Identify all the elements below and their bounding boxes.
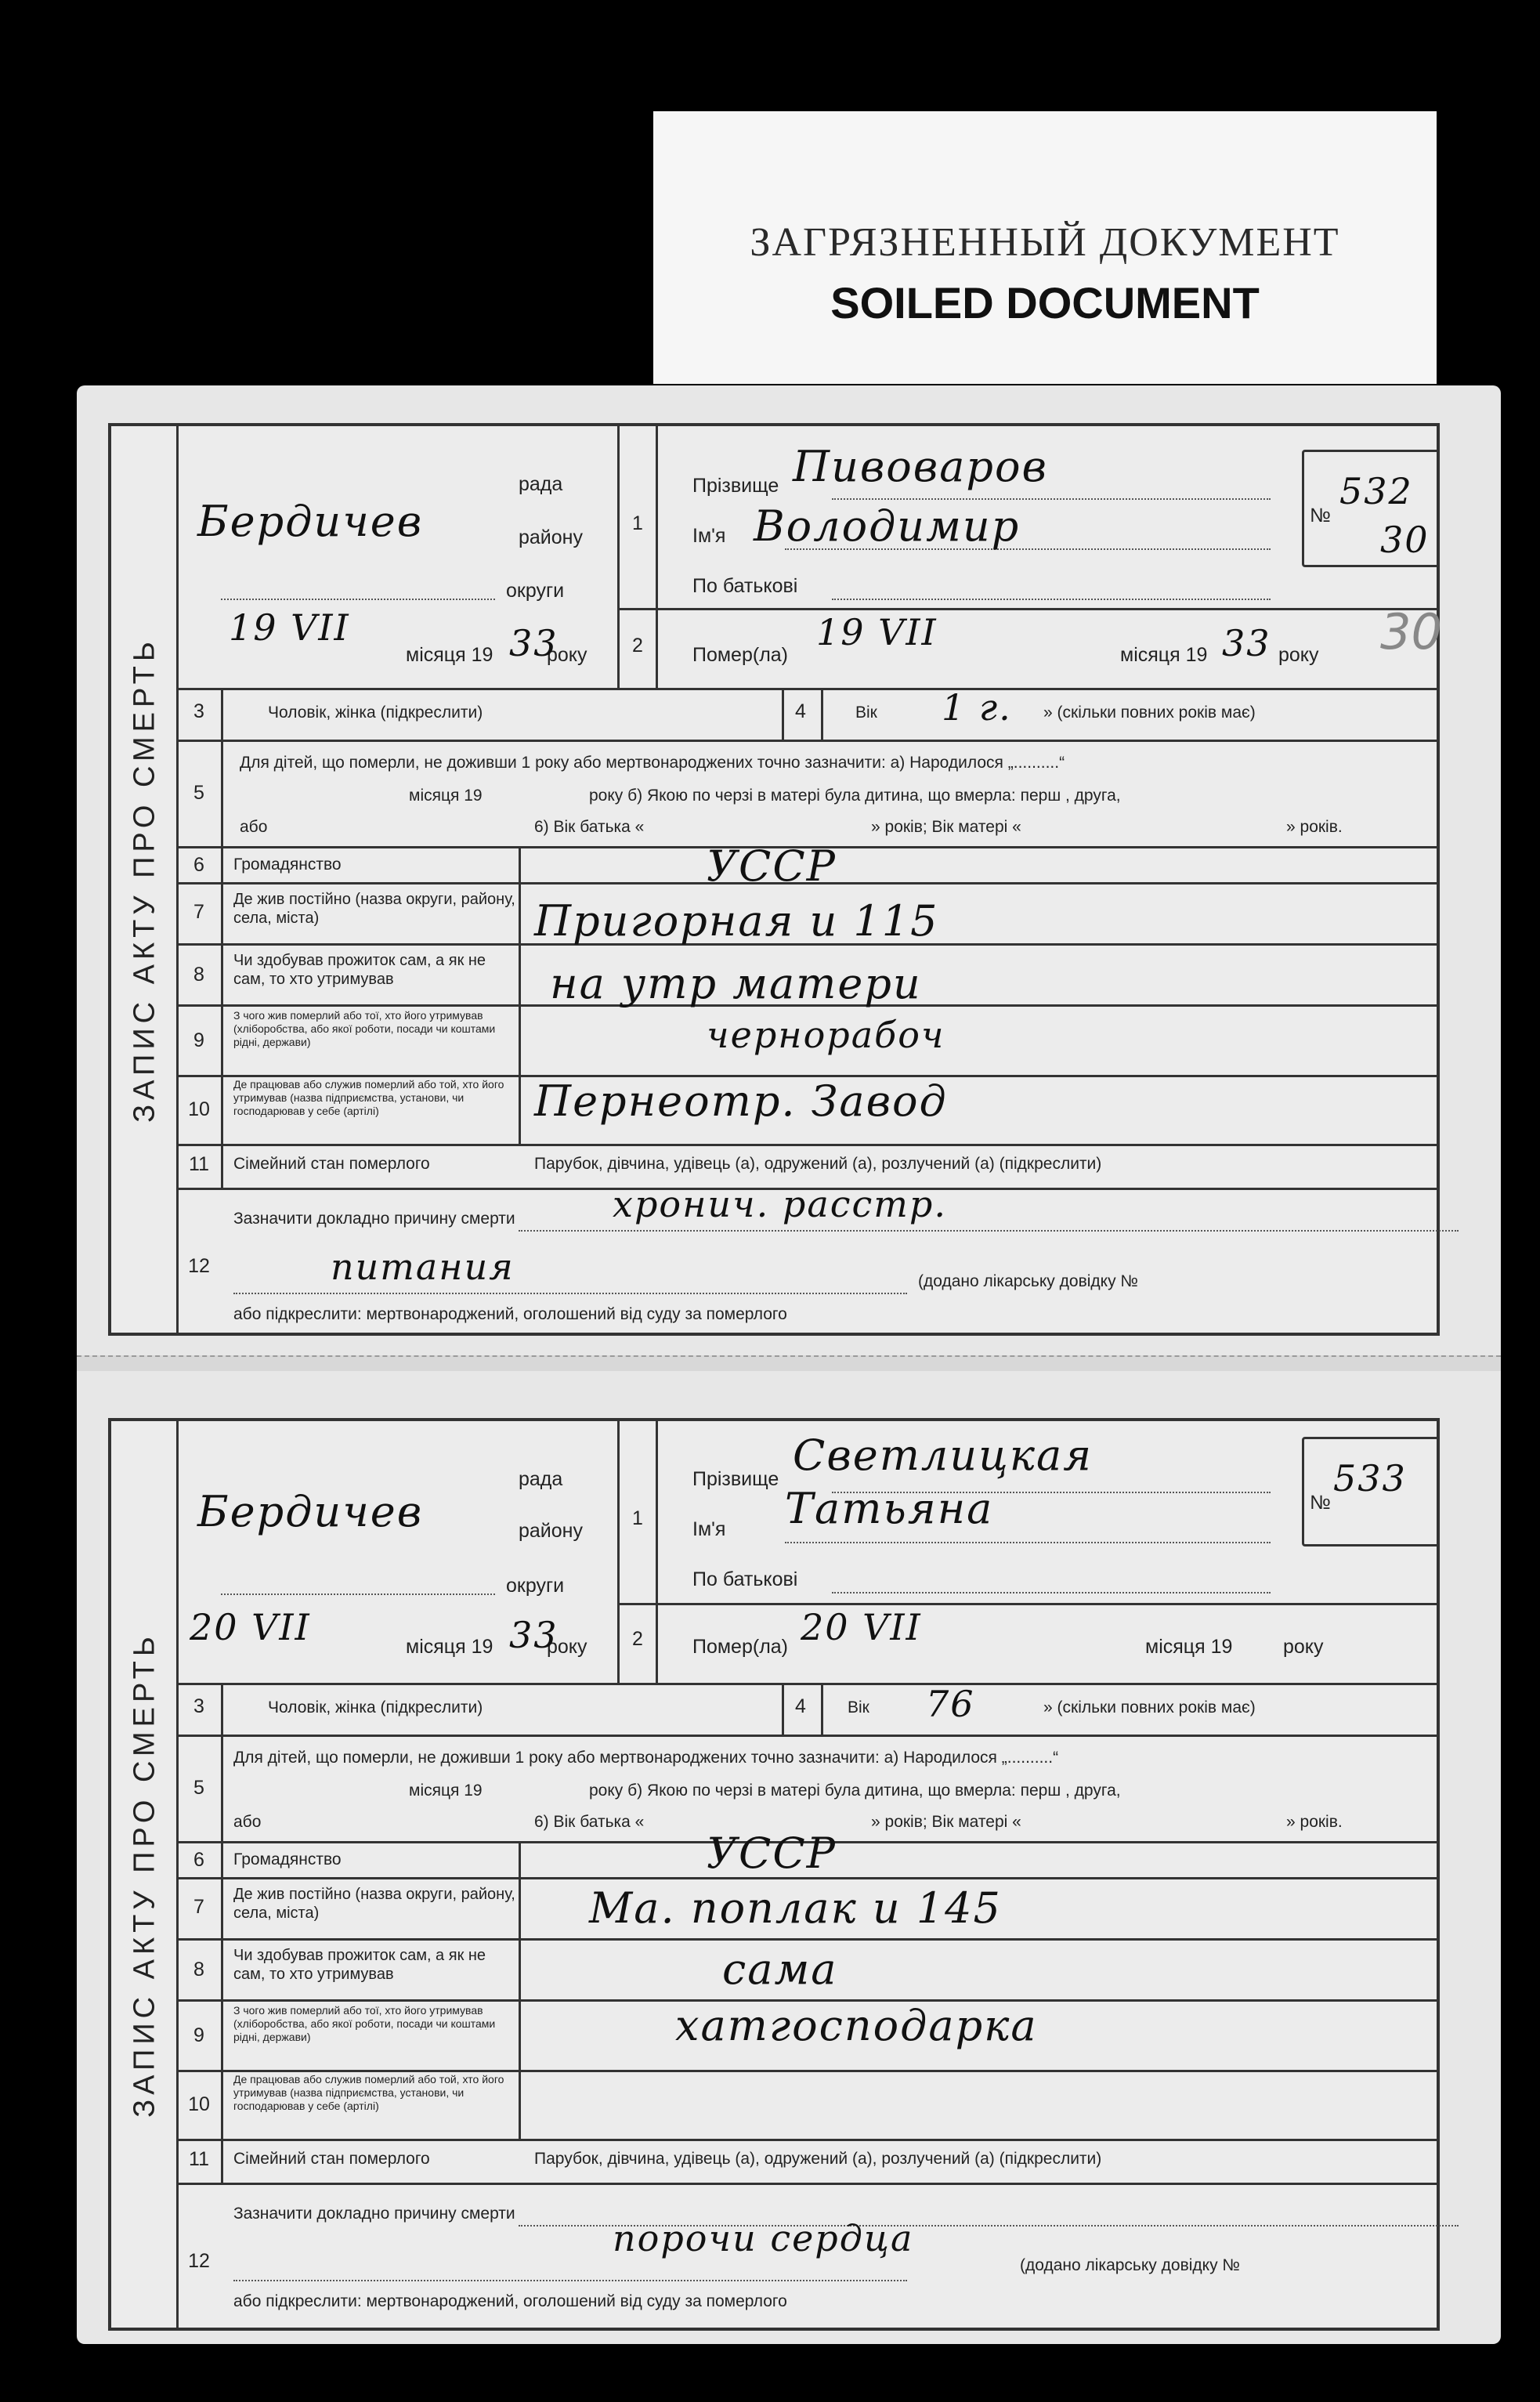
- hw-support: сама: [722, 1944, 838, 1994]
- row-number: 5: [193, 1777, 204, 1799]
- hw-address: Ма. поплак и 145: [589, 1883, 1002, 1933]
- label-year: року: [547, 644, 587, 666]
- label-died: Помер(ла): [692, 1636, 789, 1658]
- row-number: 9: [193, 1029, 204, 1051]
- row-number: 11: [189, 2148, 209, 2170]
- label-raionu: району: [519, 1520, 583, 1542]
- hw-surname: Пивоваров: [793, 442, 1048, 491]
- label-workplace: Де працював або служив померлий або той, хто його утримував (назва підприємства, установи, чи господарював у себе (артілі): [233, 1078, 504, 1117]
- row-number: 4: [795, 700, 806, 722]
- hw-year-died: 33: [1222, 622, 1271, 664]
- label-support: Чи здобував прожиток сам, а як не сам, то хто утримував: [233, 1947, 486, 1983]
- pencil-annotation: 30: [1380, 603, 1442, 660]
- hw-date-left: 19 VII: [229, 606, 350, 649]
- stamp-ru: ЗАГРЯЗНЕННЫЙ ДОКУМЕНТ: [750, 220, 1340, 265]
- hw-rada: Бердичев: [197, 1487, 424, 1536]
- spine-title: ЗАПИС АКТУ ПРО СМЕРТЬ: [128, 636, 161, 1123]
- hw-number: 532: [1339, 470, 1413, 512]
- label-years: » років.: [1286, 818, 1343, 836]
- label-month: місяця 19: [406, 1636, 493, 1658]
- death-record-1: [108, 423, 1440, 1336]
- label-citizenship: Громадянство: [233, 1850, 342, 1868]
- label-residence: Де жив постійно (назва округи, району, села, міста): [233, 1886, 515, 1922]
- label-age: Вік: [855, 704, 877, 722]
- label-surname: Прізвище: [692, 475, 779, 497]
- hw-name: Татьяна: [785, 1484, 994, 1533]
- label-age-note: » (скільки повних років має): [1043, 1698, 1256, 1716]
- hw-age: 1 г.: [942, 686, 1012, 729]
- label-month-died: місяця 19: [1120, 644, 1208, 666]
- marital-options: Парубок, дівчина, удівець (а), одружений (а), розлучений (а) (підкреслити): [534, 1155, 1102, 1173]
- row-number: 2: [632, 1628, 643, 1650]
- row-number: 8: [193, 1959, 204, 1981]
- hw-date-died: 20 VII: [801, 1606, 922, 1648]
- label-children-month: місяця 19: [409, 1782, 483, 1800]
- label-surname: Прізвище: [692, 1468, 779, 1490]
- label-workplace: Де працював або служив померлий або той, хто його утримував (назва підприємства, установи, чи господарював у себе (артілі): [233, 2073, 504, 2112]
- label-sex: Чоловік, жінка (підкреслити): [268, 704, 483, 722]
- label-years: » років.: [1286, 1813, 1343, 1831]
- label-children-order: року б) Якою по черзі в матері була дитина, що вмерла: перш , друга,: [589, 787, 1121, 805]
- row-number: 7: [193, 1896, 204, 1918]
- row-number: 9: [193, 2024, 204, 2046]
- label-marital: Сімейний стан померлого: [233, 2150, 430, 2168]
- label-residence: Де жив постійно (назва округи, району, села, міста): [233, 891, 515, 927]
- label-raionu: району: [519, 526, 583, 548]
- hw-rada: Бердичев: [197, 497, 424, 546]
- label-mother-age: » років; Вік матері «: [871, 818, 1021, 836]
- label-children: Для дітей, що померли, не доживши 1 року або мертвонароджених точно зазначити: а) Народилося „..........“: [240, 754, 1065, 772]
- label-children-order: року б) Якою по черзі в матері була дитина, що вмерла: перш , друга,: [589, 1782, 1121, 1800]
- hw-workplace: Пернеотр. Завод: [534, 1076, 948, 1126]
- row-number: 12: [188, 1255, 210, 1277]
- row-number: 11: [189, 1153, 209, 1175]
- label-sex: Чоловік, жінка (підкреслити): [268, 1698, 483, 1716]
- label-mother-age: » років; Вік матері «: [871, 1813, 1021, 1831]
- row-number: 12: [188, 2250, 210, 2272]
- label-citizenship: Громадянство: [233, 856, 342, 874]
- record-spine: [111, 1421, 179, 2328]
- label-stillborn: або підкреслити: мертвонароджений, оголошений від суду за померлого: [233, 2292, 787, 2310]
- stamp-en: SOILED DOCUMENT: [830, 278, 1260, 327]
- spine-title: ЗАПИС АКТУ ПРО СМЕРТЬ: [128, 1631, 161, 2118]
- row-number: 1: [632, 1507, 643, 1529]
- label-died: Помер(ла): [692, 644, 789, 666]
- row-number: 5: [193, 782, 204, 804]
- hw-number: 533: [1333, 1457, 1407, 1499]
- hw-citizenship: УССР: [707, 1829, 837, 1878]
- hw-support: на утр матери: [550, 959, 922, 1008]
- label-children-or: або: [240, 818, 268, 836]
- hw-year-left: 33: [509, 1614, 559, 1656]
- label-certificate: (додано лікарську довідку №: [1020, 2256, 1240, 2274]
- hw-cause: хронич. расстр.: [613, 1183, 947, 1225]
- perforation-line: [77, 1355, 1501, 1371]
- row-number: 10: [188, 2093, 210, 2115]
- label-cause: Зазначити докладно причину смерти: [233, 2205, 515, 2223]
- label-no: №: [1310, 1492, 1331, 1514]
- label-father-age: 6) Вік батька «: [534, 818, 645, 836]
- hw-citizenship: УССР: [707, 841, 837, 891]
- row-number: 3: [193, 1695, 204, 1717]
- label-marital: Сімейний стан померлого: [233, 1155, 430, 1173]
- hw-occupation: чернорабоч: [707, 1014, 945, 1056]
- label-year: року: [547, 1636, 587, 1658]
- marital-options: Парубок, дівчина, удівець (а), одружений (а), розлучений (а) (підкреслити): [534, 2150, 1102, 2168]
- label-okruhy: округи: [506, 1575, 565, 1597]
- row-number: 2: [632, 635, 643, 657]
- label-age: Вік: [848, 1698, 869, 1716]
- label-month: місяця 19: [406, 644, 493, 666]
- label-stillborn: або підкреслити: мертвонароджений, оголошений від суду за померлого: [233, 1305, 787, 1323]
- row-number: 6: [193, 854, 204, 876]
- label-cause: Зазначити докладно причину смерти: [233, 1210, 515, 1228]
- hw-surname: Светлицкая: [793, 1431, 1093, 1480]
- label-patronymic: По батькові: [692, 575, 798, 597]
- hw-number-2: 30: [1380, 519, 1430, 561]
- label-occupation: З чого жив померлий або тої, хто його утримував (хліборобства, або якої роботи, посади чи коштами рідні, держави): [233, 2004, 496, 2043]
- label-no: №: [1310, 505, 1331, 526]
- hw-address: Пригорная и 115: [534, 896, 939, 946]
- label-patronymic: По батькові: [692, 1568, 798, 1590]
- row-number: 8: [193, 964, 204, 986]
- label-year-died: року: [1283, 1636, 1324, 1658]
- hw-date-died: 19 VII: [816, 611, 938, 653]
- hw-name: Володимир: [754, 501, 1021, 551]
- label-certificate: (додано лікарську довідку №: [918, 1272, 1138, 1290]
- row-number: 7: [193, 901, 204, 923]
- row-number: 1: [632, 512, 643, 534]
- hw-year-left: 33: [509, 622, 559, 664]
- row-number: 6: [193, 1849, 204, 1871]
- label-children: Для дітей, що померли, не доживши 1 року або мертвонароджених точно зазначити: а) Народилося „..........“: [233, 1749, 1059, 1767]
- label-father-age: 6) Вік батька «: [534, 1813, 645, 1831]
- hw-cause-2: питания: [331, 1246, 515, 1288]
- record-spine: [111, 426, 179, 1333]
- row-number: 3: [193, 700, 204, 722]
- hw-occupation: хатгосподарка: [675, 2001, 1038, 2050]
- label-year-died: року: [1278, 644, 1319, 666]
- hw-age: 76: [926, 1683, 975, 1725]
- label-rada: рада: [519, 1468, 563, 1490]
- label-children-month: місяця 19: [409, 787, 483, 805]
- label-support: Чи здобував прожиток сам, а як не сам, то хто утримував: [233, 952, 486, 988]
- soiled-document-label: [653, 111, 1437, 384]
- label-age-note: » (скільки повних років має): [1043, 704, 1256, 722]
- hw-date-left: 20 VII: [190, 1606, 311, 1648]
- label-okruhy: округи: [506, 580, 565, 602]
- label-occupation: З чого жив померлий або тої, хто його утримував (хліборобства, або якої роботи, посади чи коштами рідні, держави): [233, 1009, 496, 1048]
- row-number: 4: [795, 1695, 806, 1717]
- label-children-or: або: [233, 1813, 262, 1831]
- label-name: Ім'я: [692, 525, 726, 547]
- row-number: 10: [188, 1098, 210, 1120]
- death-record-2: [108, 1418, 1440, 2331]
- label-month-died: місяця 19: [1145, 1636, 1233, 1658]
- label-name: Ім'я: [692, 1518, 726, 1540]
- hw-cause: порочи сердца: [613, 2217, 914, 2259]
- label-rada: рада: [519, 473, 563, 495]
